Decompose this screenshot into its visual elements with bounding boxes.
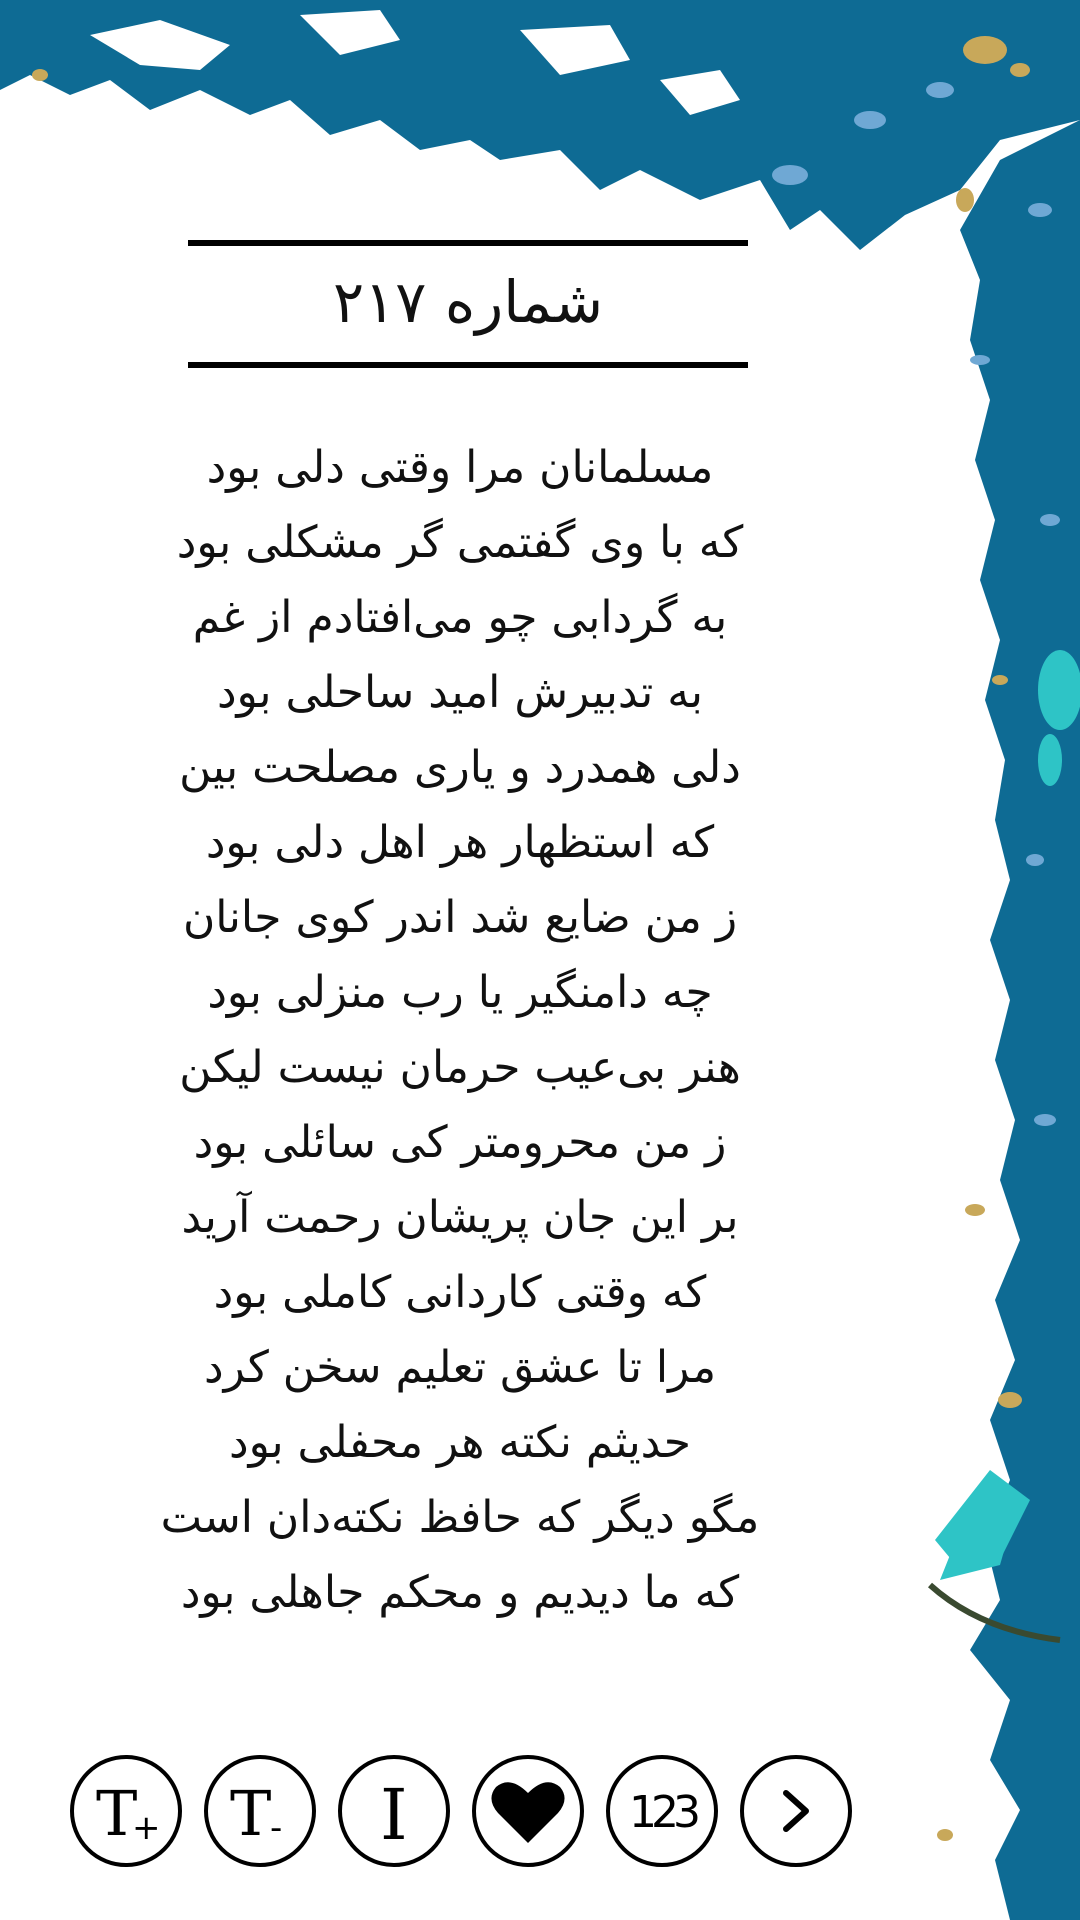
text-decrease-icon	[208, 1759, 312, 1863]
poem-line: به گردابی چو می‌افتادم از غم	[192, 592, 728, 643]
poem-title: شماره ۲۱۷	[332, 268, 604, 336]
poem-line: دلی همدرد و یاری مصلحت بین	[179, 742, 741, 793]
svg-text:T: T	[96, 1777, 138, 1850]
title-bottom-divider	[188, 362, 748, 368]
font-style-button[interactable]	[338, 1755, 450, 1867]
poem-line: ز من محرومتر کی سائلی بود	[193, 1117, 727, 1168]
poem-line: چه دامنگیر یا رب منزلی بود	[207, 967, 713, 1018]
poem-line: بر این جان پریشان رحمت آرید	[181, 1192, 739, 1243]
poem-line: حدیثم نکته هر محفلی بود	[229, 1417, 691, 1468]
poem-line: مگو دیگر که حافظ نکته‌دان است	[160, 1492, 760, 1543]
svg-text:+: +	[132, 1808, 161, 1848]
next-button[interactable]	[740, 1755, 852, 1867]
numbers-icon	[610, 1759, 714, 1863]
poem-line: به تدبیرش امید ساحلی بود	[216, 667, 704, 718]
text-cursor-icon	[342, 1759, 446, 1863]
poem-line: که ما دیدیم و محکم جاهلی بود	[180, 1567, 740, 1618]
heart-icon	[476, 1759, 580, 1863]
number-button[interactable]	[606, 1755, 718, 1867]
right-paint-edge	[960, 120, 1080, 1920]
svg-text:-: -	[270, 1808, 283, 1848]
decrease-font-button[interactable]	[204, 1755, 316, 1867]
text-increase-icon	[74, 1759, 178, 1863]
top-paint-splash	[0, 0, 1080, 250]
increase-font-button[interactable]	[70, 1755, 182, 1867]
favorite-button[interactable]	[472, 1755, 584, 1867]
poem-line: هنر بی‌عیب حرمان نیست لیکن	[179, 1042, 741, 1093]
poem-line: که وقتی کاردانی کاملی بود	[213, 1267, 707, 1318]
poem-line: که استظهار هر اهل دلی بود	[205, 817, 715, 868]
svg-text:T: T	[230, 1777, 272, 1850]
title-top-divider	[188, 240, 748, 246]
poem-text	[100, 430, 820, 1630]
poem-line: که با وی گفتمی گر مشکلی بود	[176, 517, 744, 568]
bottom-toolbar	[70, 1755, 850, 1867]
poem-line: مسلمانان مرا وقتی دلی بود	[206, 442, 714, 493]
number-button-label: 123	[629, 1787, 695, 1838]
poem-header	[188, 240, 748, 368]
poem-line: ز من ضایع شد اندر کوی جانان	[182, 892, 738, 943]
svg-text:I: I	[380, 1774, 408, 1856]
poem-line: مرا تا عشق تعلیم سخن کرد	[203, 1342, 717, 1393]
chevron-right-icon	[744, 1759, 848, 1863]
